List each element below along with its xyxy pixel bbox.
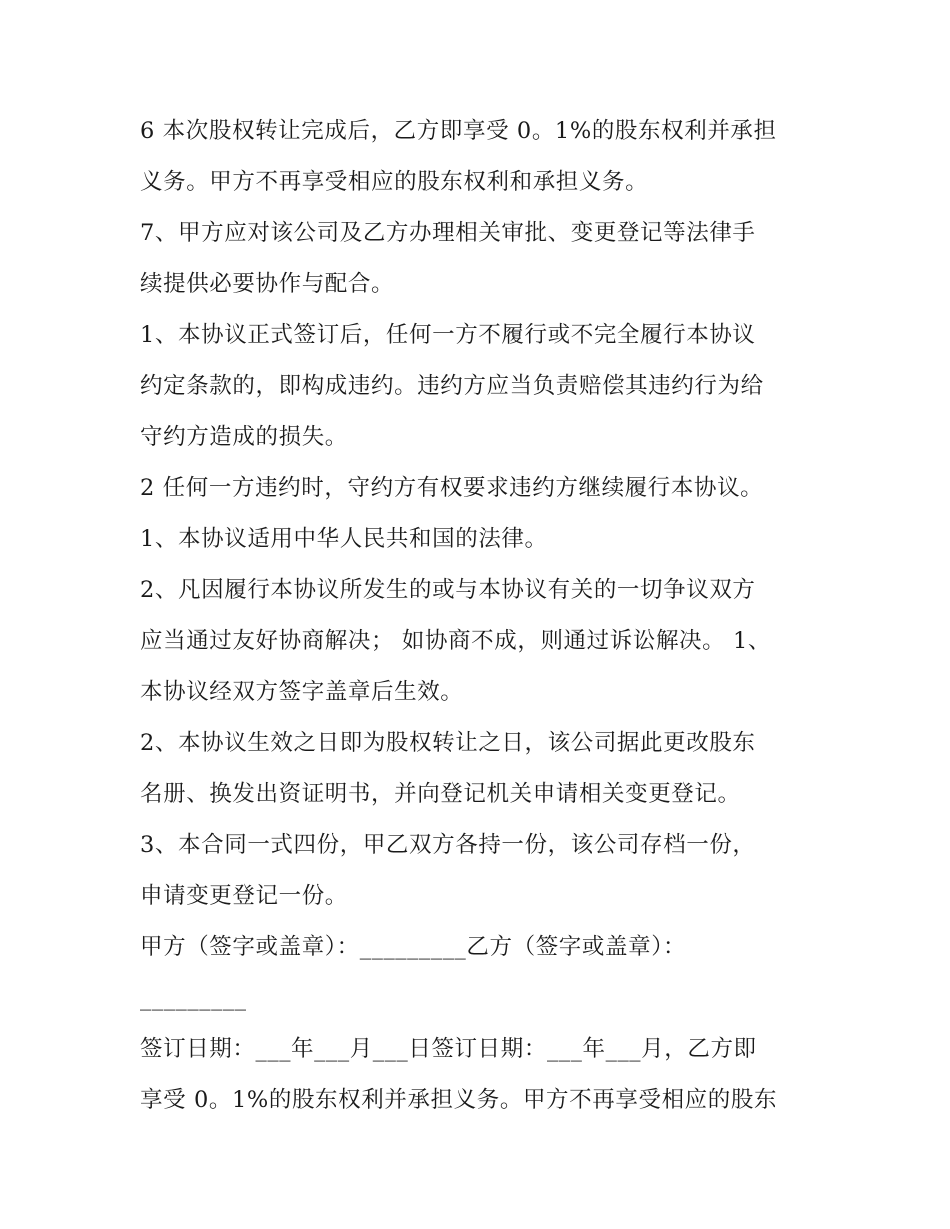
document-body [140, 106, 820, 1126]
text-line: 6 本次股权转让完成后，乙方即享受 0。1%的股东权利并承担 [140, 118, 777, 144]
signature-blank: _________ [140, 985, 247, 1011]
text-line: 约定条款的，即构成违约。违约方应当负责赔偿其违约行为给 [140, 373, 764, 399]
text-line: 3、本合同一式四份，甲乙双方各持一份，该公司存档一份， [140, 832, 756, 858]
signature-line: 甲方（签字或盖章）：_________乙方（签字或盖章）： [140, 934, 687, 960]
text-line: 享受 0。1%的股东权利并承担义务。甲方不再享受相应的股东 [140, 1087, 778, 1113]
text-line: 申请变更登记一份。 [140, 883, 348, 909]
text-line: 续提供必要协作与配合。 [140, 271, 395, 297]
date-line: 签订日期：___年___月___日签订日期：___年___月，乙方即 [140, 1036, 757, 1062]
text-line: 2、本协议生效之日即为股权转让之日，该公司据此更改股东 [140, 730, 756, 756]
text-line: 1、本协议适用中华人民共和国的法律。 [140, 526, 548, 552]
text-line: 7、甲方应对该公司及乙方办理相关审批、变更登记等法律手 [140, 220, 756, 246]
text-line: 义务。甲方不再享受相应的股东权利和承担义务。 [140, 169, 649, 195]
text-line: 守约方造成的损失。 [140, 424, 348, 450]
text-line: 1、本协议正式签订后，任何一方不履行或不完全履行本协议 [140, 322, 756, 348]
text-line: 2、凡因履行本协议所发生的或与本协议有关的一切争议双方 [140, 577, 756, 603]
text-line: 名册、换发出资证明书，并向登记机关申请相关变更登记。 [140, 781, 741, 807]
text-line: 应当通过友好协商解决； 如协商不成，则通过诉讼解决。 1、 [140, 628, 772, 654]
text-line: 本协议经双方签字盖章后生效。 [140, 679, 464, 705]
text-line: 2 任何一方违约时，守约方有权要求违约方继续履行本协议。 [140, 475, 764, 501]
